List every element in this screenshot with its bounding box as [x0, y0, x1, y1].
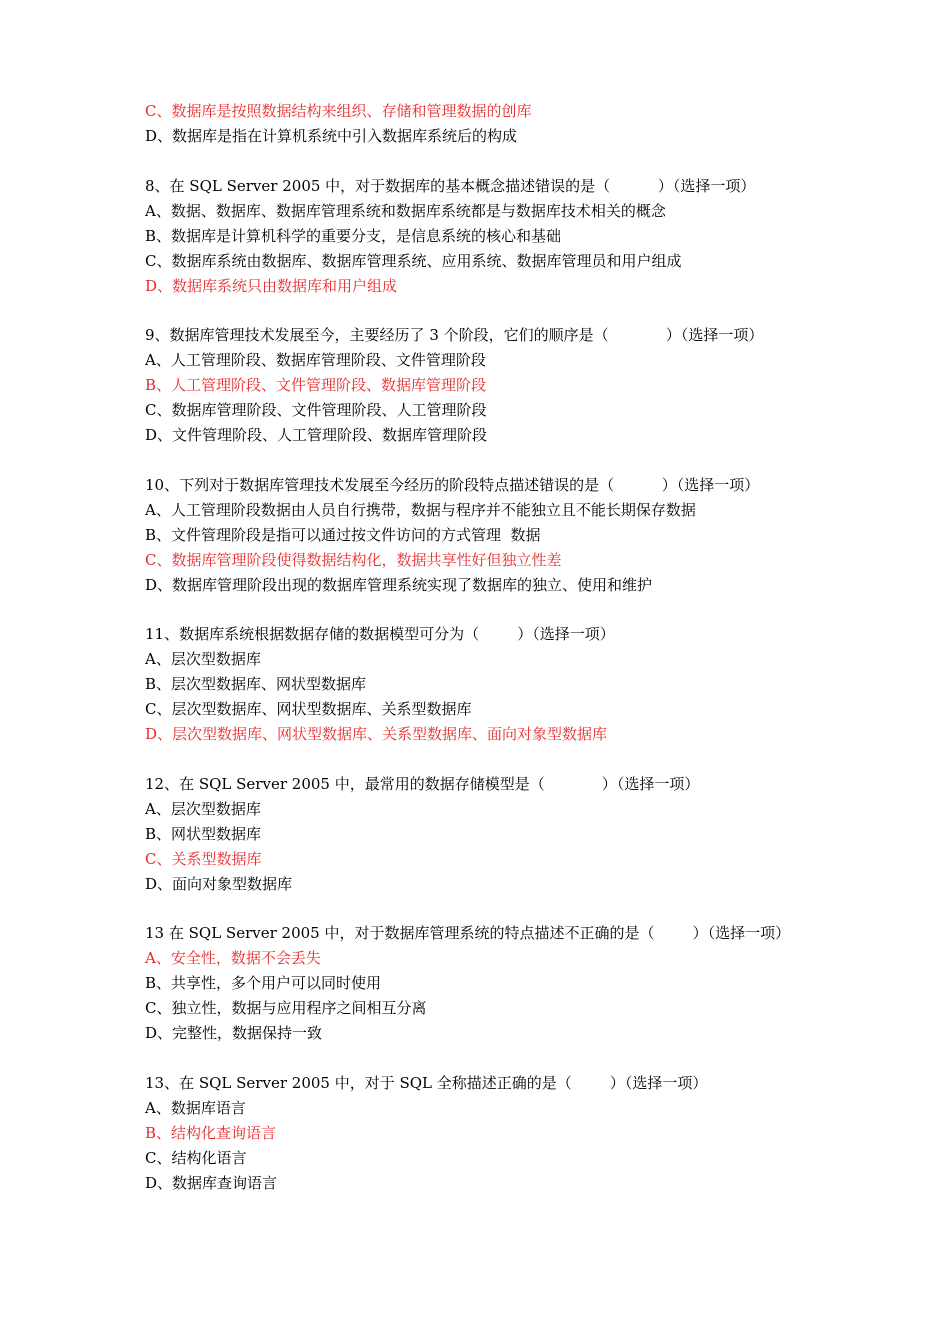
question-block-7-continued — [145, 99, 845, 149]
option-line: A、层次型数据库 — [145, 650, 261, 668]
option-line: D、数据库系统只由数据库和用户组成 — [145, 276, 398, 295]
question-stem: 11、数据库系统根据数据存储的数据模型可分为（ ）（选择一项） — [145, 625, 615, 643]
option-line: C、关系型数据库 — [145, 849, 262, 868]
question-stem: 13 在 SQL Server 2005 中，对于数据库管理系统的特点描述不正确的是（ ）（选择一项） — [145, 924, 791, 942]
question-block-10 — [145, 473, 845, 598]
question-block-8 — [145, 174, 845, 299]
option-line: B、结构化查询语言 — [145, 1123, 277, 1142]
option-line: D、文件管理阶段、人工管理阶段、数据库管理阶段 — [145, 426, 488, 444]
option-line: A、人工管理阶段数据由人员自行携带，数据与程序并不能独立且不能长期保存数据 — [145, 500, 696, 519]
option-line: C、数据库管理阶段使得数据结构化，数据共享性好但独立性差 — [145, 550, 562, 569]
option-line: C、层次型数据库、网状型数据库、关系型数据库 — [145, 700, 472, 718]
option-line: C、数据库是按照数据结构来组织、存储和管理数据的创库 — [145, 102, 532, 120]
option-line: B、网状型数据库 — [145, 824, 262, 843]
question-stem: 13、在 SQL Server 2005 中，对于 SQL 全称描述正确的是（ ）（选择一项） — [145, 1073, 708, 1092]
question-stem: 8、在 SQL Server 2005 中，对于数据库的基本概念描述错误的是（ ）（选择一项） — [145, 176, 756, 195]
option-line: D、层次型数据库、网状型数据库、关系型数据库、面向对象型数据库 — [145, 725, 608, 743]
question-stem: 10、下列对于数据库管理技术发展至今经历的阶段特点描述错误的是（ ）（选择一项） — [145, 475, 760, 494]
question-stem: 9、数据库管理技术发展至今，主要经历了 3 个阶段，它们的顺序是（ ）（选择一项） — [145, 326, 764, 344]
option-line: B、共享性，多个用户可以同时使用 — [145, 974, 382, 992]
option-line: B、人工管理阶段、文件管理阶段、数据库管理阶段 — [145, 376, 487, 394]
option-line: A、数据库语言 — [145, 1098, 246, 1117]
option-line: B、层次型数据库、网状型数据库 — [145, 675, 367, 693]
question-block-13b — [145, 1071, 845, 1196]
option-line: C、结构化语言 — [145, 1148, 247, 1167]
document-page — [145, 99, 845, 1196]
option-line: A、数据、数据库、数据库管理系统和数据库系统都是与数据库技术相关的概念 — [145, 201, 666, 220]
option-line: D、数据库查询语言 — [145, 1173, 278, 1192]
option-line: D、完整性，数据保持一致 — [145, 1024, 323, 1042]
option-line: D、数据库是指在计算机系统中引入数据库系统后的构成 — [145, 127, 518, 145]
option-line: D、面向对象型数据库 — [145, 874, 293, 893]
question-block-9 — [145, 323, 845, 448]
question-stem: 12、在 SQL Server 2005 中，最常用的数据存储模型是（ ）（选择一项） — [145, 774, 700, 793]
option-line: A、安全性，数据不会丢失 — [145, 949, 321, 967]
option-line: C、数据库系统由数据库、数据库管理系统、应用系统、数据库管理员和用户组成 — [145, 251, 682, 270]
question-block-12 — [145, 772, 845, 897]
option-line: C、独立性，数据与应用程序之间相互分离 — [145, 999, 427, 1017]
option-line: A、层次型数据库 — [145, 799, 261, 818]
option-line: D、数据库管理阶段出现的数据库管理系统实现了数据库的独立、使用和维护 — [145, 575, 653, 594]
option-line: B、文件管理阶段是指可以通过按文件访问的方式管理 数据 — [145, 525, 541, 544]
option-line: B、数据库是计算机科学的重要分支，是信息系统的核心和基础 — [145, 226, 562, 245]
option-line: C、数据库管理阶段、文件管理阶段、人工管理阶段 — [145, 401, 487, 419]
question-block-11 — [145, 622, 845, 747]
option-line: A、人工管理阶段、数据库管理阶段、文件管理阶段 — [145, 351, 486, 369]
question-block-13a — [145, 921, 845, 1046]
